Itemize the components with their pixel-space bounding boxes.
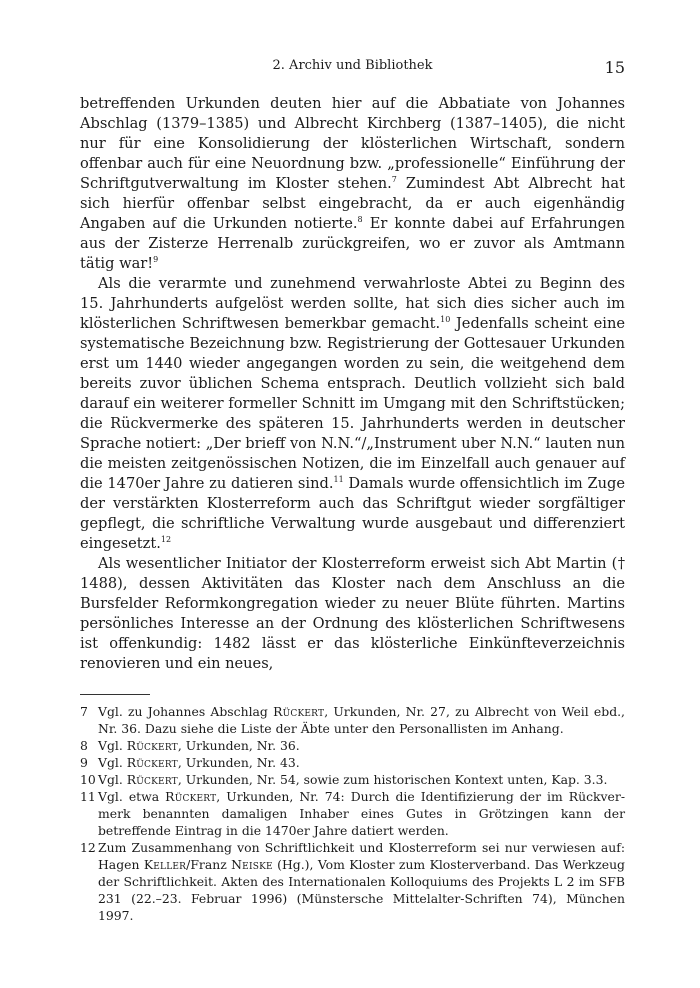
- p1-text-3: Er konnte dabei auf Erfahrungen aus der Zisterze Herrenalb zurückgreifen, wo er zuvor als Amtmann tätig war!: [80, 215, 626, 272]
- fn12-text-a: Zum Zusammenhang von Schriftlichkeit und Klosterreform sei nur verwiesen auf: Hagen: [98, 840, 625, 872]
- footnote-ref-8: 8: [357, 215, 363, 225]
- paragraph-2: [80, 274, 625, 554]
- fn7-author: Rückert: [273, 704, 325, 719]
- footnote-7: [80, 703, 625, 737]
- p2-text-1: Als die verarmte und zunehmend verwahrloste Abtei zu Beginn des 15. Jahrhunderts aufgelöst werden sollte, hat sich dies sicher auch im klösterlichen Schriftwesen bemerkbar gemacht.: [80, 275, 625, 332]
- running-title: 2. Archiv und Bibliothek: [272, 58, 433, 73]
- fn12-author-1: Keller: [143, 857, 187, 872]
- fn10-text-b: , Urkunden, Nr. 54, sowie zum historischen Kontext unten, Kap. 3.3.: [177, 772, 608, 787]
- paragraph-3: [80, 554, 625, 674]
- footnote-12: [80, 839, 625, 924]
- paragraph-1: [80, 94, 625, 274]
- body-text: [80, 94, 625, 674]
- fn7-text-b: , Urkunden, Nr. 27, zu Albrecht von Weil ebd., Nr. 36. Dazu siehe die Liste der Äbte unter den Personallisten im Anhang.: [98, 704, 625, 736]
- fn12-text-c: (Hg.), Vom Kloster zum Klosterverband. Das Werkzeug der Schriftlichkeit. Akten des Internationalen Kolloquiums des Projekts L 2 im SFB 231 (22.–23. Februar 1996) (Münstersche Mittelalter-Schriften 74), München 1997.: [98, 857, 625, 923]
- footnote-number: 12: [80, 840, 96, 855]
- footnotes: [80, 703, 625, 924]
- footnote-ref-11: 11: [333, 475, 344, 485]
- footnote-text: [98, 703, 625, 737]
- footnote-8: [80, 737, 625, 754]
- footnote-text: [98, 788, 625, 839]
- fn12-text-b: /Franz: [186, 857, 232, 872]
- fn9-text-a: Vgl.: [98, 755, 127, 770]
- p1-text-2: Zumindest Abt Albrecht hat sich hierfür offenbar selbst eingebracht, da er auch eigenhändig Angaben auf die Urkunden notierte.: [80, 175, 625, 232]
- footnote-text: [98, 737, 625, 754]
- footnote-separator: [80, 694, 150, 695]
- p1-text-1: betreffenden Urkunden deuten hier auf die Abbatiate von Johannes Abschlag (1379–1385) und Albrecht Kirchberg (1387–1405), die nicht nur für eine Konsolidierung der klösterlichen Wirtschaft, sondern offenbar auch für eine Neuordnung bzw. „professionelle“ Einführung der Schriftgutverwaltung im Kloster stehen.: [80, 95, 625, 192]
- fn8-text-b: , Urkunden, Nr. 36.: [177, 738, 300, 753]
- footnote-ref-7: 7: [391, 175, 397, 185]
- footnote-ref-12: 12: [160, 535, 172, 545]
- footnote-text: [98, 771, 625, 788]
- fn7-text-a: Vgl. zu Johannes Abschlag: [98, 704, 274, 719]
- footnote-ref-10: 10: [440, 315, 451, 325]
- footnote-text: [98, 839, 625, 924]
- p2-text-2: Jedenfalls scheint eine systematische Bezeichnung bzw. Registrierung der Gottesauer Urkunden erst um 1440 wieder angegangen worden zu sein, die weitgehend dem bereits zuvor üblichen Schema entsprach. Deutlich vollzieht sich bald darauf ein weiterer formeller Schnitt im Umgang mit den Schriftstücken; die Rückvermerke des späteren 15. Jahrhunderts werden in deutscher Sprache notiert: „Der brieff von N.N.“/„Instrument uber N.N.“ lauten nun die meisten zeitgenössischen Notizen, die im Einzelfall auch genauer auf die 1470er Jahre zu datieren sind.: [80, 315, 625, 492]
- book-page: [80, 58, 625, 924]
- p3-text-1: Als wesentlicher Initiator der Klosterreform erweist sich Abt Martin († 1488), dessen Aktivitäten das Kloster nach dem Anschluss an die Bursfelder Reformkongregation wieder zu neuer Blüte führten. Martins persönliches Interesse an der Ordnung des klösterlichen Schriftwesens ist offenkundig: 1482 lässt er das klösterliche Einkünfteverzeichnis renovieren und ein neues,: [80, 555, 625, 672]
- fn11-author: Rückert: [165, 789, 217, 804]
- running-head: [80, 58, 625, 82]
- footnote-number: 11: [80, 789, 96, 804]
- page-number: 15: [604, 58, 625, 77]
- fn9-text-b: , Urkunden, Nr. 43.: [177, 755, 300, 770]
- footnote-10: [80, 771, 625, 788]
- footnote-number: 8: [80, 738, 88, 753]
- fn8-text-a: Vgl.: [98, 738, 127, 753]
- footnote-text: [98, 754, 625, 771]
- footnote-9: [80, 754, 625, 771]
- fn10-text-a: Vgl.: [98, 772, 127, 787]
- footnote-number: 7: [80, 704, 88, 719]
- footnote-11: [80, 788, 625, 839]
- footnote-number: 10: [80, 772, 96, 787]
- fn12-author-2: Neiske: [231, 857, 273, 872]
- fn11-text-a: Vgl. etwa: [98, 789, 166, 804]
- footnote-number: 9: [80, 755, 88, 770]
- fn11-text-b: , Urkunden, Nr. 74: Durch die Identifizierung der im Rückvermerk benannten damaligen Inhaber eines Gutes in Grötzingen kann der betreffende Eintrag in die 1470er Jahre datiert werden.: [98, 789, 625, 838]
- fn8-author: Rückert: [126, 738, 178, 753]
- fn9-author: Rückert: [126, 755, 178, 770]
- fn10-author: Rückert: [126, 772, 178, 787]
- footnote-ref-9: 9: [153, 255, 159, 265]
- p2-text-3: Damals wurde offensichtlich im Zuge der verstärkten Klosterreform auch das Schriftgut wieder sorgfältiger gepflegt, die schriftliche Verwaltung wurde ausgebaut und differenziert eingesetzt.: [80, 475, 625, 552]
